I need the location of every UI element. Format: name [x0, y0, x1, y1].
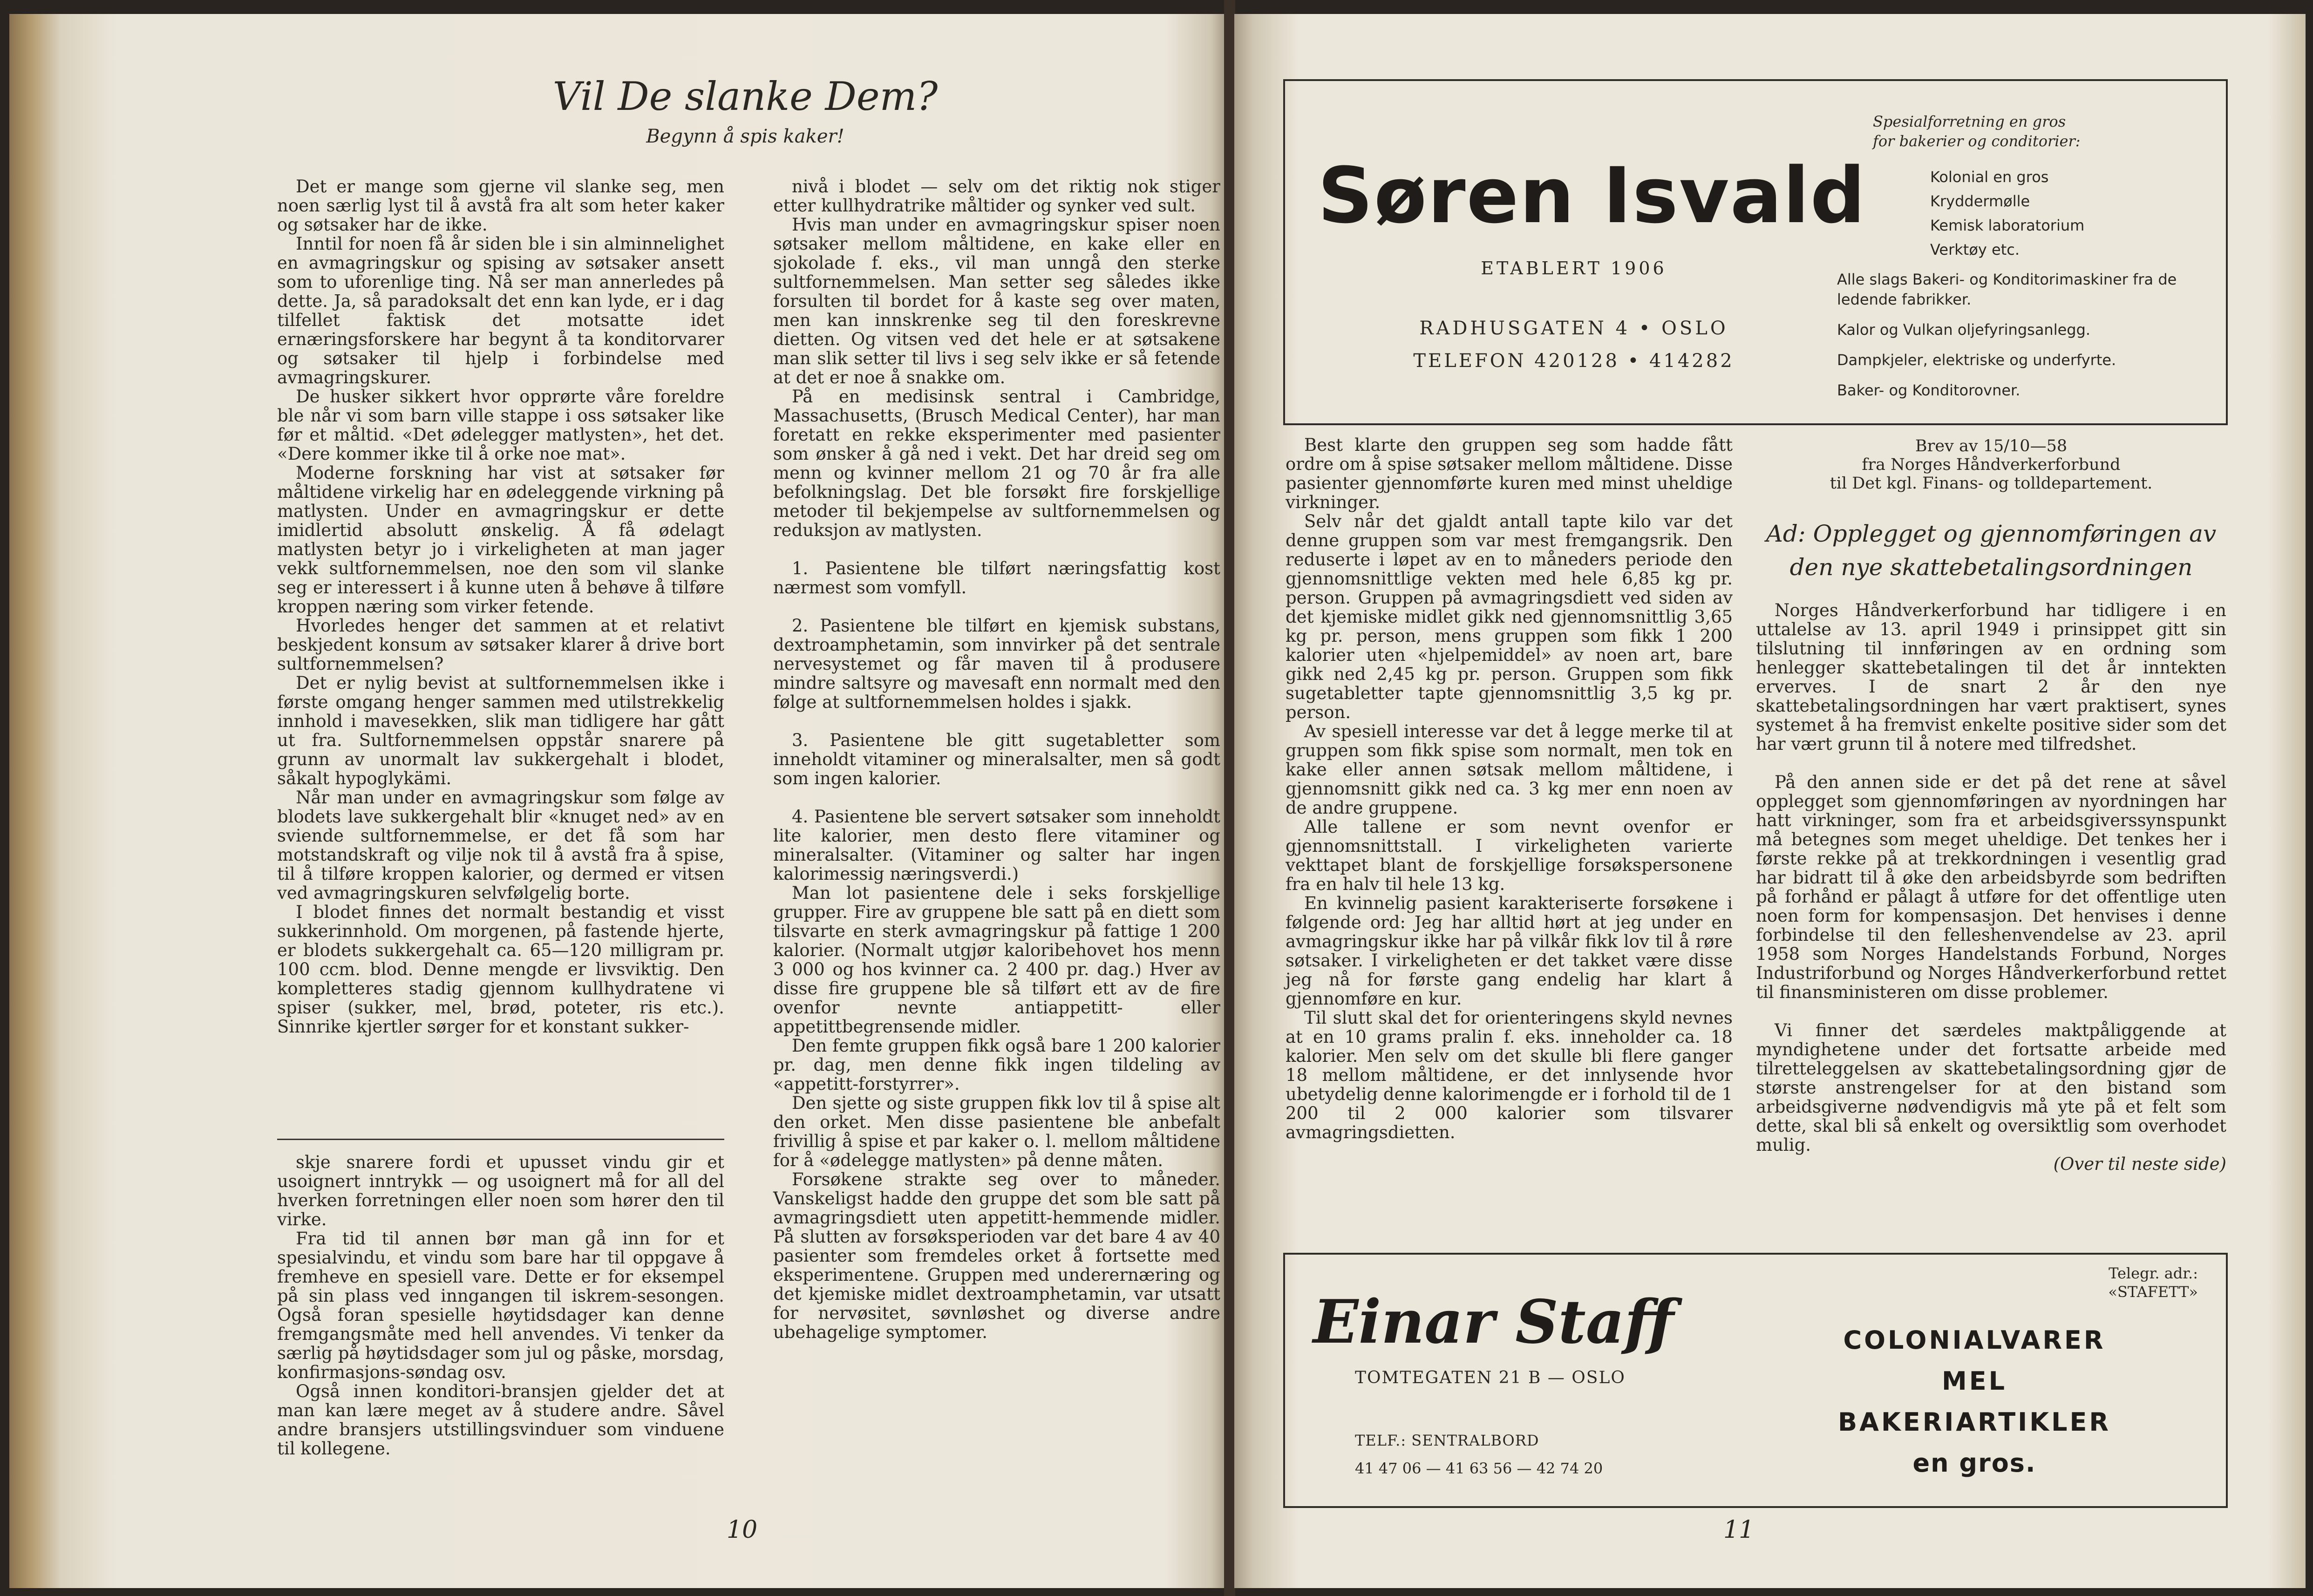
- letter-title-line: den nye skattebetalingsordningen: [1789, 554, 2193, 581]
- article-subtitle: Begynn å spis kaker!: [646, 126, 844, 147]
- continued-note: (Over til neste side): [2053, 1154, 2226, 1174]
- ad-product-line: en gros.: [1912, 1448, 2036, 1478]
- numbered-paragraph: 1. Pasientene ble tilført næringsfattig kost nærmest som vomfyll.: [773, 558, 1220, 598]
- numbered-paragraph: 4. Pasientene ble servert søtsaker som inneholdt lite kalorier, men desto flere vitaminer og mineralsalter. (Vitaminer og salter har ingen kalorimessig næringsverdi.): [773, 807, 1220, 884]
- paragraph: Av spesiell interesse var det å legge merke til at gruppen som fikk spise som normalt, men tok en kake eller annen søtsak mellom måltidene, i gjennomsnitt gikk ned ca. 3 kg mer enn noen av de andre gruppene.: [1286, 721, 1733, 818]
- ad-soren-isvald: [1283, 79, 2228, 425]
- paragraph: Den femte gruppen fikk også bare 1 200 kalorier pr. dag, men denne fikk ingen tildeling av «appetitt-forstyrrer».: [773, 1036, 1220, 1094]
- article-title: Vil De slanke Dem?: [552, 74, 938, 119]
- paragraph: Forsøkene strakte seg over to måneder. Vanskeligst hadde den gruppe det som ble satt på avmagringsdiett uten appetitt-hemmende midler. På slutten av forsøksperioden var det bare 4 av 40 pasienter som fremdeles orket å fortsette med eksperimentene. Gruppen med underernæring og det kjemiske midlet dextroamphetamin, var utsatt for nervøsitet, søvnløshet og diverse andre ubehagelige symptomer.: [773, 1169, 1220, 1342]
- article-column-1-lower: [277, 1153, 724, 1458]
- paragraph: I blodet finnes det normalt bestandig et visst sukkerinnhold. Om morgenen, på fastende hjerte, er blodets sukkergehalt ca. 65—120 milligram pr. 100 ccm. blod. Denne mengde er livsviktig. Den kompletteres stadig gjennom kullhydratene vi spiser (sukker, mel, brød, poteter, ris etc.). Sinnrike kjertler sørger for et konstant sukker-: [277, 902, 724, 1037]
- paragraph: Også innen konditori-bransjen gjelder det at man kan lære meget av å studere andre. Såvel andre bransjers utstillingsvinduer som vinduene til kollegene.: [277, 1381, 724, 1459]
- ad-brand-name: Søren Isvald: [1318, 151, 1866, 240]
- ad-product-line: MEL: [1941, 1366, 2007, 1396]
- paragraph: Norges Håndverkerforbund har tidligere i en uttalelse av 13. april 1949 i prinsippet gitt sin tilslutning til innføringen av en ordning som henlegger skattebetalingen til det år inntekten erverves. I de snart 2 år den nye skattebetalingsordningen har vært praktisert, synes systemet å ha fremvist enkelte positive sider som det har vært grunn til å notere med tilfredshet.: [1756, 600, 2226, 754]
- list-item: Kemisk laboratorium: [1930, 217, 2085, 234]
- article-column-2: [773, 177, 1220, 1342]
- letter-title: [1756, 517, 2226, 584]
- paragraph: Man lot pasientene dele i seks forskjellige grupper. Fire av gruppene ble satt på en diett som tilsvarte en sterk avmagringskur på fattige 1 200 kalorier. (Normalt utgjør kaloribehovet hos menn 3 000 og hos kvinner ca. 2 400 pr. dag.) Hver av disse fire gruppene ble så tilført ett av de fire ovenfor nevnte antiappetitt- eller appetittbegrensende midler.: [773, 883, 1220, 1037]
- paragraph: Fra tid til annen bør man gå inn for et spesialvindu, et vindu som bare har til oppgave å fremheve en spesiell vare. Dette er for eksempel på sin plass ved inngangen til iskrem-sesongen. Også foran spesielle høytidsdager kan denne fremgangsmåte med hell anvendes. Vi tenker da særlig på høytidsdager som jul og påske, morsdag, konfirmasjons-søndag osv.: [277, 1229, 724, 1382]
- paragraph: Det er mange som gjerne vil slanke seg, men noen særlig lyst til å avstå fra alt som heter kaker og søtsaker har de ikke.: [277, 177, 724, 235]
- page-number: 10: [727, 1516, 758, 1544]
- numbered-paragraph: 3. Pasientene ble gitt sugetabletter som inneholdt vitaminer og mineralsalter, men så godt som ingen kalorier.: [773, 730, 1220, 788]
- paragraph: skje snarere fordi et upusset vindu gir et usoignert inntrykk — og usoignert må for all del hverken forretningen eller noen som hører den til virke.: [277, 1152, 724, 1229]
- ad-tagline: for bakerier og conditorier:: [1873, 132, 2081, 150]
- ad-product-list: [1930, 165, 2084, 262]
- ad-product-line: BAKERIARTIKLER: [1838, 1407, 2111, 1437]
- paragraph: Hvorledes henger det sammen at et relativt beskjedent konsum av søtsaker klarer å drive bort sultfornemmelsen?: [277, 616, 724, 674]
- paragraph: Selv når det gjaldt antall tapte kilo var det denne gruppen som var mest fremgangsrik. Den reduserte i løpet av en to måneders periode den gjennomsnittlige vekten med hele 6,85 kg pr. person. Gruppen på avmagringsdiett ved siden av det kjemiske midlet gikk ned gjennomsnittlig 3,65 kg pr. person, mens gruppen som fikk 1 200 kalorier uten «hjelpemiddel» av noen art, bare gikk ned 2,45 kg pr. person. Gruppen som fikk sugetabletter tapte gjennomsnittlig 3,5 kg pr. person.: [1286, 511, 1733, 722]
- paragraph: Hvis man under en avmagringskur spiser noen søtsaker mellom måltidene, en kake eller en sjokolade f. eks., vil man unngå den sterke sultfornemmelsen. Man setter seg således ikke forsulten til bordet for å kaste seg over maten, men kan innskrenke seg til den foreskrevne dietten. Og vitsen ved det hele er at søtsakene man slik setter til livs i seg selv ikke er så fetende at det er noe å snakke om.: [773, 215, 1220, 387]
- ad-product-line: COLONIALVARER: [1843, 1325, 2106, 1355]
- paragraph: Det er nylig bevist at sultfornemmelsen ikke i første omgang henger sammen med utilstrekkelig innhold i mavesekken, slik man tidligere har gått ut fra. Sultfornemmelsen oppstår snarere på grunn av unormalt lav sukkergehalt i blodet, såkalt hypoglykämi.: [277, 673, 724, 788]
- letter-from: fra Norges Håndverkerforbund: [1862, 455, 2121, 474]
- ad-address: TOMTEGATEN 21 B — OSLO: [1355, 1368, 1626, 1387]
- paragraph: Best klarte den gruppen seg som hadde fått ordre om å spise søtsaker mellom måltidene. Disse pasienter gjennomførte kuren med minst uheldige virkninger.: [1286, 435, 1733, 512]
- ad-line: Kalor og Vulkan oljefyringsanlegg.: [1837, 321, 2091, 339]
- ad-line: Dampkjeler, elektriske og underfyrte.: [1837, 351, 2116, 369]
- ad-established: ETABLERT 1906: [1481, 258, 1667, 278]
- paragraph: En kvinnelig pasient karakteriserte forsøkene i følgende ord: Jeg har alltid hørt at jeg under en avmagringskur ikke har på vilkår fikk lov til å røre søtsaker. I virkeligheten er det takket være disse jeg nå for første gang endelig har klart å gjennomføre en kur.: [1286, 893, 1733, 1009]
- left-page: [9, 14, 1225, 1588]
- letter-to: til Det kgl. Finans- og tolldepartement.: [1830, 474, 2153, 493]
- paragraph: På en medisinsk sentral i Cambridge, Massachusetts, (Brusch Medical Center), har man foretatt en rekke eksperimenter med pasienter som ønsker å gå ned i vekt. Det har dreid seg om menn og kvinner mellom 21 og 70 år fra alle befolkningslag. Det ble forsøkt fire forskjellige metoder til bekjempelse av sultfornemmelsen og reduksjon av matlysten.: [773, 387, 1220, 540]
- telegram-label: Telegr. adr.:: [2109, 1264, 2198, 1282]
- telegram-value: «STAFETT»: [2108, 1283, 2198, 1301]
- letter-header: [1756, 437, 2226, 493]
- article-continuation: [1286, 435, 1733, 1142]
- ad-einar-staff: [1283, 1253, 2228, 1508]
- paragraph: Vi finner det særdeles maktpåliggende at myndighetene under det fortsatte arbeide med tilretteleggelsen av skattebetalingsordning gjør de største anstrengelser for at den bistand som arbeidsgiverne nødvendigvis må yte på et felt som dette, skal bli så enkelt og oversiktlig som overhodet mulig.: [1756, 1020, 2226, 1155]
- paragraph: Moderne forskning har vist at søtsaker før måltidene virkelig har en ødeleggende virkning på matlysten. Under en avmagringskur er dette imidlertid absolutt ønskelig. Å få ødelagt matlysten betyr jo i virkeligheten at man jager vekk sultfornemmelsen, noe den som vil slanke seg er interessert i å kunne uten å behøve å tilføre kroppen næring som virker fetende.: [277, 463, 724, 617]
- numbered-paragraph: 2. Pasientene ble tilført en kjemisk substans, dextroamphetamin, som innvirker på det sentrale nervesystemet og får maven til å produsere mindre saltsyre og mavesaft enn normalt med den følge at sultfornemmelsen holdes i sjakk.: [773, 616, 1220, 712]
- page-number: 11: [1723, 1516, 1755, 1544]
- paragraph: Til slutt skal det for orienteringens skyld nevnes at en 10 grams pralin f. eks. inneholder ca. 18 kalorier. Men selv om det skulle bli flere ganger 18 mellom måltidene, er det innlysende hvor ubetydelig denne kalorimengde er i forhold til de 1 200 til 2 000 kalorier som tilsvarer avmagringsdietten.: [1286, 1008, 1733, 1142]
- paragraph: Inntil for noen få år siden ble i sin alminnelighet en avmagringskur og spising av søtsaker ansett som to uforenlige ting. Nå ser man annerledes på dette. Ja, så paradoksalt det enn kan lyde, er i dag tilfellet faktisk det motsatte idet ernæringsforskere har begynt å ta konditorvarer og søtsaker til hjelp i forbindelse med avmagringskurer.: [277, 234, 724, 387]
- column-divider: [277, 1139, 724, 1140]
- ad-line: Baker- og Konditorovner.: [1837, 381, 2020, 399]
- list-item: Kryddermølle: [1930, 192, 2030, 210]
- ad-description: [1837, 270, 2200, 401]
- ad-brand-name: Einar Staff: [1313, 1287, 1674, 1357]
- list-item: Verktøy etc.: [1930, 241, 2020, 258]
- ad-address: RADHUSGATEN 4 • OSLO: [1419, 318, 1728, 339]
- letter-title-line: Ad: Opplegget og gjennomføringen av: [1766, 520, 2217, 547]
- ad-products: [1765, 1320, 2184, 1484]
- paragraph: Alle tallene er som nevnt ovenfor er gjennomsnittstall. I virkeligheten varierte vekttapet blant de forskjellige forsøkspersonene fra en halv til hele 13 kg.: [1286, 817, 1733, 894]
- ad-tagline: Spesialforretning en gros: [1873, 113, 2066, 130]
- paragraph: De husker sikkert hvor opprørte våre foreldre ble når vi som barn ville stappe i oss søtsaker like før et måltid. «Det ødelegger matlysten», het det. «Dere kommer ikke til å orke noe mat».: [277, 387, 724, 464]
- paragraph: På den annen side er det på det rene at såvel opplegget som gjennomføringen av nyordningen har hatt virkninger, som fra et arbeidsgiverssynspunkt må betegnes som meget uheldige. Det tenkes her i første rekke på at trekkordningen i vesentlig grad har bidratt til å øke den arbeidsbyrde som bedriften på forhånd er pålagt å utføre for det offentlige uten noen form for kompensasjon. Det henvises i denne forbindelse til den felleshenvendelse av 23. april 1958 som Norges Handelstands Forbund, Norges Industriforbund og Norges Håndverkerforbund rettet til finansministeren om disse problemer.: [1756, 772, 2226, 1002]
- right-page: [1234, 14, 2306, 1588]
- letter-date: Brev av 15/10—58: [1915, 437, 2068, 455]
- letter-body: [1756, 601, 2226, 1174]
- article-column-1: [277, 177, 724, 1036]
- book-gutter: [1224, 0, 1235, 1596]
- ad-telegram-address: [1993, 1264, 2198, 1301]
- paragraph: Den sjette og siste gruppen fikk lov til å spise alt den orket. Men disse pasientene ble anbefalt frivillig å spise et par kaker o. l. mellom måltidene for å «ødelegge matlysten» på denne måten.: [773, 1093, 1220, 1170]
- list-item: Kolonial en gros: [1930, 168, 2049, 186]
- ad-phone-label: TELF.: SENTRALBORD: [1355, 1432, 1539, 1449]
- paragraph: Når man under en avmagringskur som følge av blodets lave sukkergehalt blir «knuget ned» av en sviende sultfornemmelse, er det få som har motstandskraft og vilje nok til å avstå fra å spise, til å tilføre kroppen kalorier, og dermed er vitsen ved avmagringskuren selvfølgelig borte.: [277, 788, 724, 903]
- ad-phone: TELEFON 420128 • 414282: [1413, 350, 1735, 372]
- ad-phone-numbers: 41 47 06 — 41 63 56 — 42 74 20: [1355, 1460, 1603, 1477]
- paragraph: nivå i blodet — selv om det riktig nok stiger etter kullhydratrike måltider og synker ved sult.: [773, 177, 1220, 216]
- ad-line: Alle slags Bakeri- og Konditorimaskiner fra de ledende fabrikker.: [1837, 271, 2177, 308]
